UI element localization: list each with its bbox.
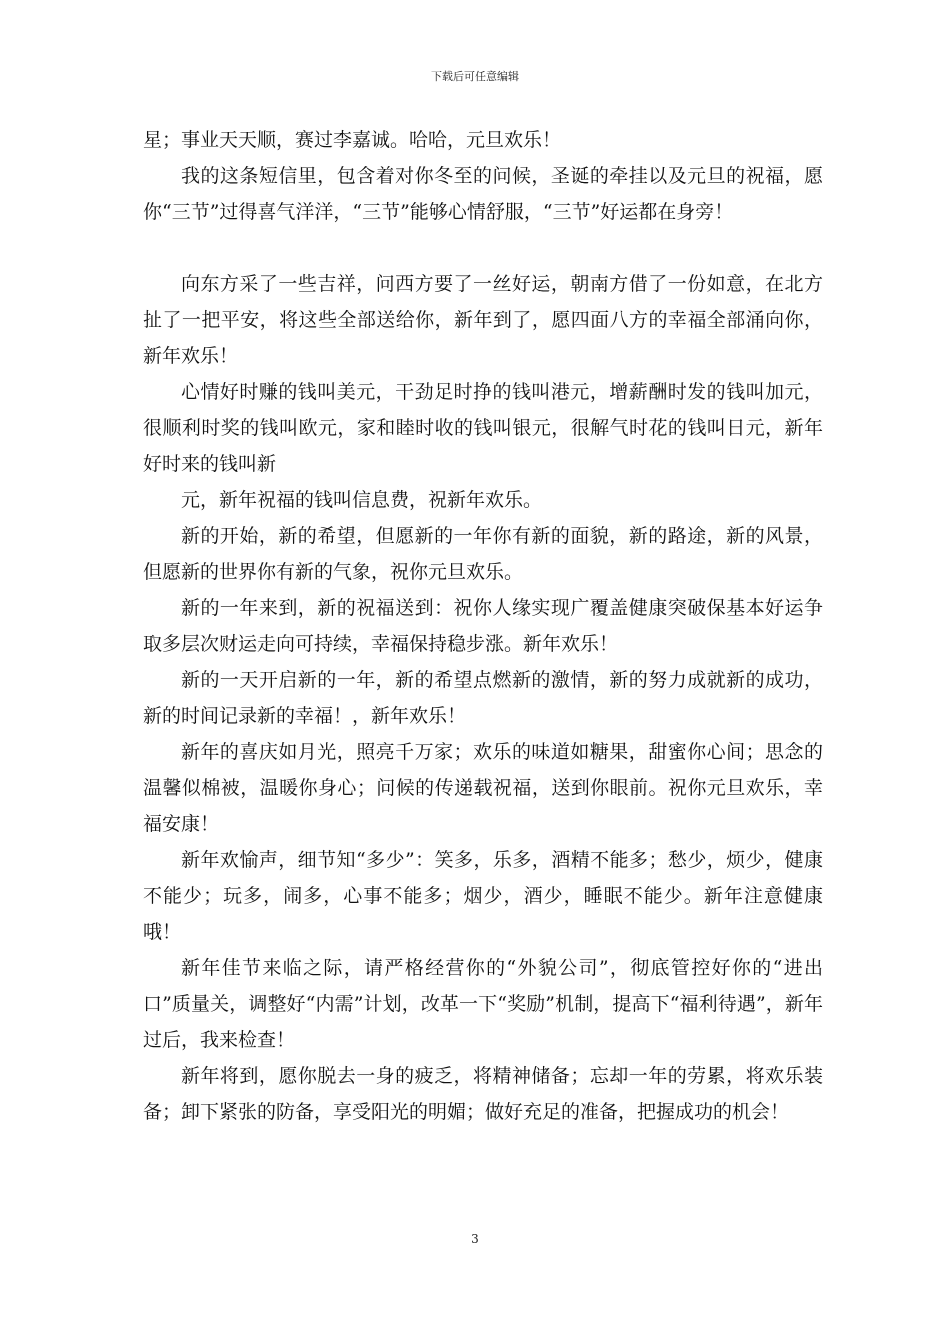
paragraph-continuation: 星；事业天天顺，赛过李嘉诚。哈哈，元旦欢乐！ — [143, 129, 562, 151]
page-header: 下载后可任意编辑 — [431, 70, 519, 83]
paragraph: 新的开始，新的希望，但愿新的一年你有新的面貌，新的路途，新的风景，但愿新的世界你有新的气象，祝你元旦欢乐。 — [143, 525, 823, 583]
paragraph: 新的一年来到，新的祝福送到：祝你人缘实现广覆盖健康突破保基本好运争取多层次财运走向可持续，幸福保持稳步涨。新年欢乐！ — [143, 597, 823, 655]
paragraph: 向东方采了一些吉祥，问西方要了一丝好运，朝南方借了一份如意，在北方扯了一把平安，将这些全部送给你，新年到了，愿四面八方的幸福全部涌向你，新年欢乐！ — [143, 273, 823, 367]
document-body — [143, 122, 823, 1130]
paragraph: 新年的喜庆如月光，照亮千万家；欢乐的味道如糖果，甜蜜你心间；思念的温馨似棉被，温暖你身心；问候的传递载祝福，送到你眼前。祝你元旦欢乐，幸福安康！ — [143, 741, 823, 835]
paragraph: 新年将到，愿你脱去一身的疲乏，将精神储备；忘却一年的劳累，将欢乐装备；卸下紧张的防备，享受阳光的明媚；做好充足的准备，把握成功的机会！ — [143, 1065, 823, 1123]
paragraph-spacer — [143, 230, 823, 266]
paragraph: 元，新年祝福的钱叫信息费，祝新年欢乐。 — [181, 489, 543, 511]
paragraph: 新的一天开启新的一年，新的希望点燃新的激情，新的努力成就新的成功，新的时间记录新的幸福！，新年欢乐！ — [143, 669, 823, 727]
paragraph: 新年欢愉声，细节知“多少”：笑多，乐多，酒精不能多；愁少，烦少，健康不能少；玩多，闹多，心事不能多；烟少，酒少，睡眠不能少。新年注意健康哦！ — [143, 849, 823, 943]
paragraph: 心情好时赚的钱叫美元，干劲足时挣的钱叫港元，增薪酬时发的钱叫加元，很顺利时奖的钱叫欧元，家和睦时收的钱叫银元，很解气时花的钱叫日元，新年好时来的钱叫新 — [143, 381, 823, 475]
paragraph: 新年佳节来临之际，请严格经营你的“外貌公司”，彻底管控好你的“进出口”质量关，调整好“内需”计划，改革一下“奖励”机制，提高下“福利待遇”，新年过后，我来检查！ — [143, 957, 823, 1051]
paragraph: 我的这条短信里，包含着对你冬至的问候，圣诞的牵挂以及元旦的祝福，愿你“三节”过得喜气洋洋，“三节”能够心情舒服，“三节”好运都在身旁！ — [143, 165, 823, 223]
page-number: 3 — [471, 1232, 479, 1246]
